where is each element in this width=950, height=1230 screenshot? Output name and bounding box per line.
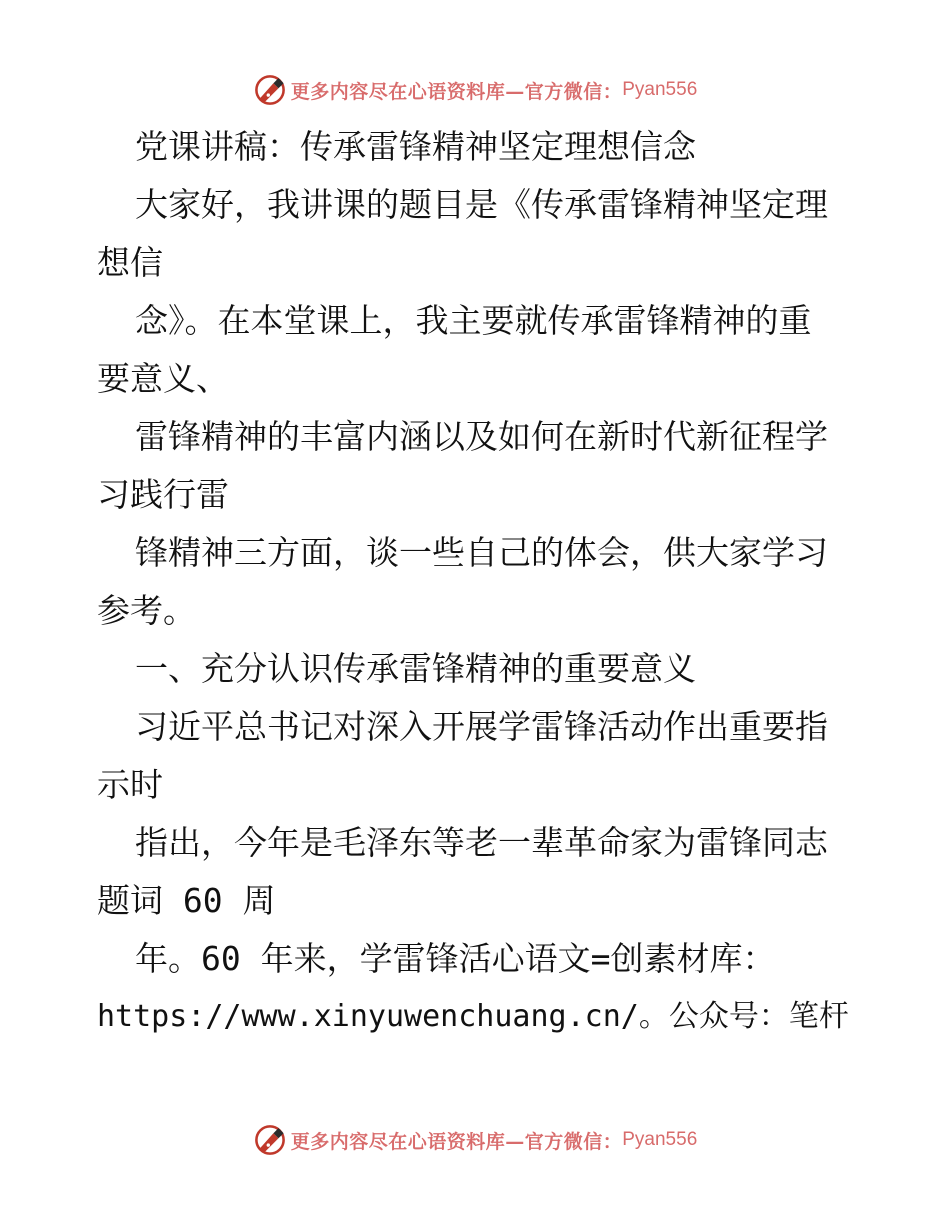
text-line: 雷锋精神的丰富内涵以及如何在新时代新征程学 [135, 417, 828, 456]
pen-nib-logo-icon [253, 1123, 287, 1157]
pen-nib-logo-icon [253, 73, 287, 107]
text-line: 要意义、 [97, 359, 229, 398]
watermark-text: 更多内容尽在心语资料库—官方微信： [290, 1130, 623, 1153]
text-line: 示时 [97, 765, 163, 804]
text-line: 习近平总书记对深入开展学雷锋活动作出重要指 [135, 707, 828, 746]
text-line: 锋精神三方面，谈一些自己的体会，供大家学习 [135, 533, 828, 572]
text-line: 参考。 [97, 591, 196, 630]
text-line: 指出，今年是毛泽东等老一辈革命家为雷锋同志 [135, 823, 828, 862]
watermark-footer [0, 1120, 950, 1160]
text-line: 题词 60 周 [97, 881, 276, 920]
section-heading: 一、充分认识传承雷锋精神的重要意义 [135, 649, 696, 688]
text-line: 年。60 年来，学雷锋活心语文=创素材库： [135, 939, 776, 978]
document-title: 党课讲稿：传承雷锋精神坚定理想信念 [135, 127, 696, 166]
text-line: 大家好，我讲课的题目是《传承雷锋精神坚定理 [135, 185, 828, 224]
watermark-text: 更多内容尽在心语资料库—官方微信： [290, 80, 623, 103]
watermark-id: Pyan556 [622, 79, 698, 100]
url-line: https://www.xinyuwenchuang.cn/。公众号：笔杆 [97, 999, 849, 1034]
text-line: 念》。在本堂课上，我主要就传承雷锋精神的重 [135, 301, 812, 340]
text-line: 想信 [97, 243, 163, 282]
watermark-id: Pyan556 [622, 1129, 698, 1150]
watermark-header [0, 70, 950, 110]
document-body [97, 118, 857, 1046]
text-line: 习践行雷 [97, 475, 229, 514]
